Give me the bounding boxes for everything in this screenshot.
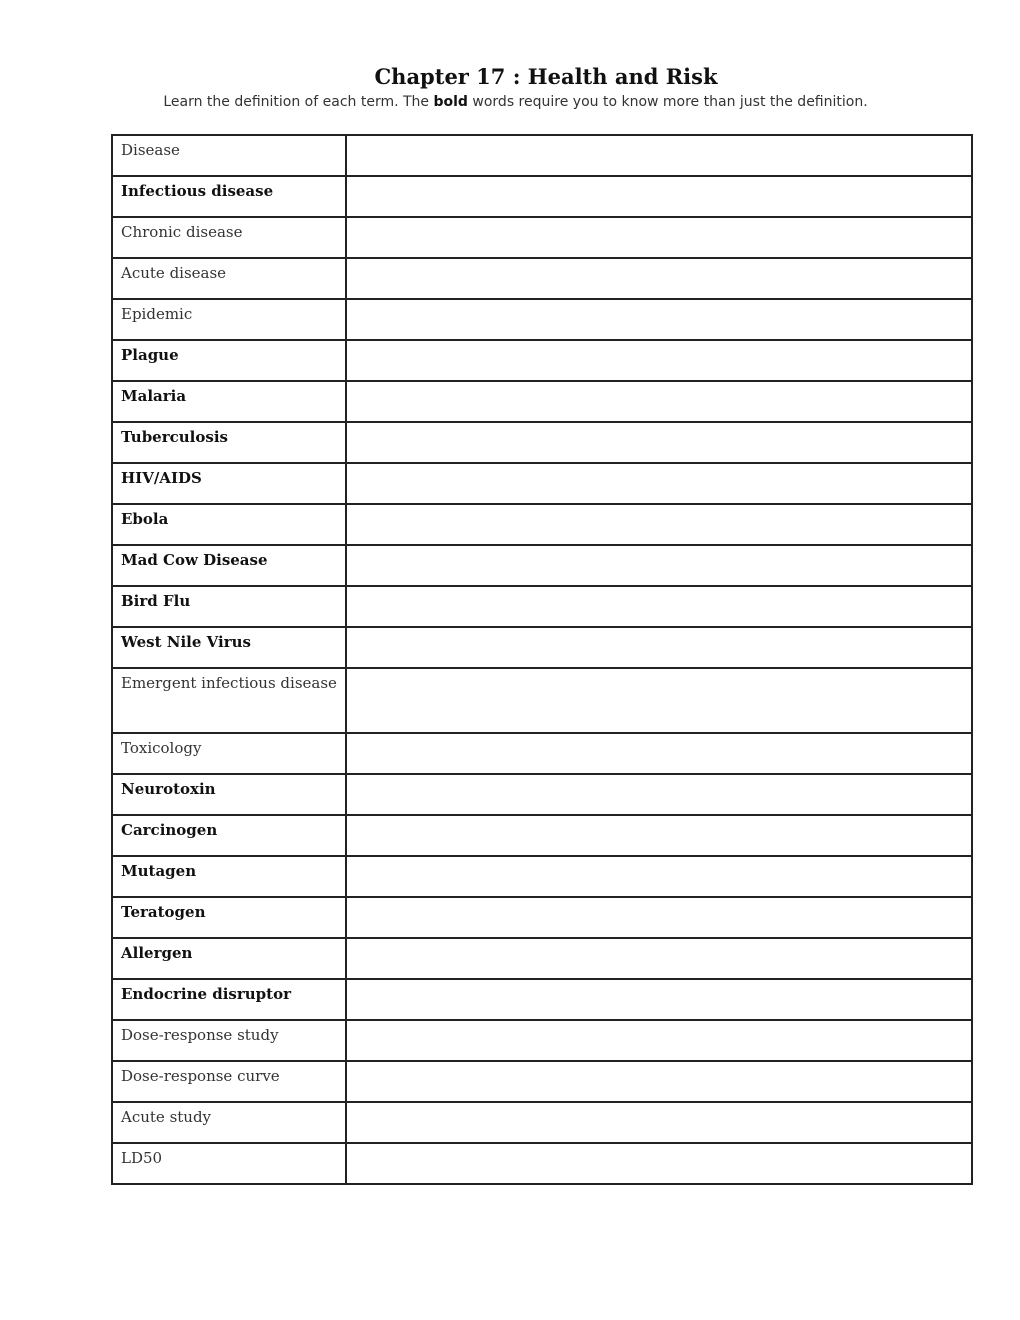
term-cell: Carcinogen: [112, 815, 346, 856]
definition-cell[interactable]: [346, 258, 972, 299]
term-row: [112, 1143, 972, 1184]
term-row: [112, 897, 972, 938]
term-cell: Mutagen: [112, 856, 346, 897]
term-cell: Endocrine disruptor: [112, 979, 346, 1020]
definition-cell[interactable]: [346, 504, 972, 545]
term-cell: Teratogen: [112, 897, 346, 938]
definition-cell[interactable]: [346, 856, 972, 897]
instructions: [0, 94, 1020, 110]
definition-cell[interactable]: [346, 463, 972, 504]
term-cell: HIV/AIDS: [112, 463, 346, 504]
term-cell: Malaria: [112, 381, 346, 422]
instructions-bold-word: bold: [433, 94, 468, 110]
term-cell: Allergen: [112, 938, 346, 979]
definition-cell[interactable]: [346, 938, 972, 979]
definition-cell[interactable]: [346, 1061, 972, 1102]
definition-cell[interactable]: [346, 586, 972, 627]
definition-cell[interactable]: [346, 135, 972, 176]
definition-cell[interactable]: [346, 1143, 972, 1184]
term-cell: Disease: [112, 135, 346, 176]
term-row: [112, 815, 972, 856]
term-row: [112, 422, 972, 463]
term-row: [112, 774, 972, 815]
term-cell: West Nile Virus: [112, 627, 346, 668]
definition-cell[interactable]: [346, 774, 972, 815]
term-cell: Epidemic: [112, 299, 346, 340]
term-row: [112, 135, 972, 176]
instructions-text-before: Learn the definition of each term. The: [163, 94, 434, 110]
term-row: [112, 627, 972, 668]
term-cell: Bird Flu: [112, 586, 346, 627]
definition-cell[interactable]: [346, 1020, 972, 1061]
term-row: [112, 733, 972, 774]
term-cell: Ebola: [112, 504, 346, 545]
definition-cell[interactable]: [346, 627, 972, 668]
term-cell: Dose-response curve: [112, 1061, 346, 1102]
definition-cell[interactable]: [346, 979, 972, 1020]
instructions-text-after: words require you to know more than just the definition.: [467, 94, 868, 110]
term-cell: Plague: [112, 340, 346, 381]
term-cell: Acute disease: [112, 258, 346, 299]
term-row: [112, 217, 972, 258]
term-cell: Mad Cow Disease: [112, 545, 346, 586]
term-row: [112, 668, 972, 733]
term-row: [112, 856, 972, 897]
definition-cell[interactable]: [346, 217, 972, 258]
term-row: [112, 463, 972, 504]
term-row: [112, 586, 972, 627]
term-cell: Chronic disease: [112, 217, 346, 258]
term-cell: Neurotoxin: [112, 774, 346, 815]
term-cell: Toxicology: [112, 733, 346, 774]
definition-cell[interactable]: [346, 733, 972, 774]
term-row: [112, 979, 972, 1020]
term-cell: Acute study: [112, 1102, 346, 1143]
term-row: [112, 340, 972, 381]
terms-table-body: [112, 135, 972, 1184]
term-cell: Dose-response study: [112, 1020, 346, 1061]
term-row: [112, 938, 972, 979]
term-row: [112, 1061, 972, 1102]
term-row: [112, 258, 972, 299]
term-row: [112, 1102, 972, 1143]
term-row: [112, 176, 972, 217]
term-row: [112, 381, 972, 422]
definition-cell[interactable]: [346, 340, 972, 381]
definition-cell[interactable]: [346, 422, 972, 463]
definition-cell[interactable]: [346, 668, 972, 733]
term-cell: Infectious disease: [112, 176, 346, 217]
definition-cell[interactable]: [346, 176, 972, 217]
term-row: [112, 299, 972, 340]
definition-cell[interactable]: [346, 815, 972, 856]
term-row: [112, 545, 972, 586]
definition-cell[interactable]: [346, 1102, 972, 1143]
term-row: [112, 504, 972, 545]
term-row: [112, 1020, 972, 1061]
definition-cell[interactable]: [346, 381, 972, 422]
term-cell: Emergent infectious disease: [112, 668, 346, 733]
definition-cell[interactable]: [346, 897, 972, 938]
term-cell: LD50: [112, 1143, 346, 1184]
page-title: Chapter 17 : Health and Risk: [374, 64, 718, 89]
definition-cell[interactable]: [346, 299, 972, 340]
term-cell: Tuberculosis: [112, 422, 346, 463]
terms-table: [111, 134, 973, 1185]
definition-cell[interactable]: [346, 545, 972, 586]
